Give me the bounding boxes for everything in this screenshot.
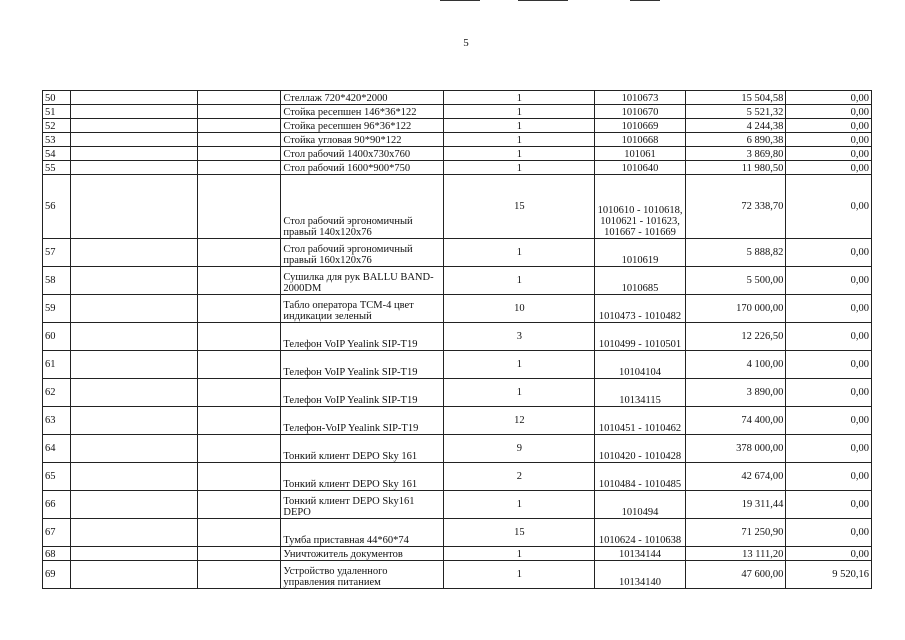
blank-cell-b	[197, 147, 281, 161]
inventory-number: 1010494	[595, 491, 686, 519]
blank-cell-b	[197, 463, 281, 491]
item-cost: 19 311,44	[685, 491, 786, 519]
blank-cell-b	[197, 91, 281, 105]
item-quantity: 15	[444, 519, 595, 547]
item-cost: 3 890,00	[685, 379, 786, 407]
inventory-number: 1010670	[595, 105, 686, 119]
item-amortization: 0,00	[786, 323, 872, 351]
item-quantity: 1	[444, 119, 595, 133]
item-name: Стеллаж 720*420*2000	[281, 91, 444, 105]
table-row	[43, 561, 872, 589]
inventory-number: 1010451 - 1010462	[595, 407, 686, 435]
item-quantity: 3	[444, 323, 595, 351]
item-cost: 378 000,00	[685, 435, 786, 463]
blank-cell-a	[71, 91, 198, 105]
row-number: 54	[43, 147, 71, 161]
item-quantity: 1	[444, 267, 595, 295]
table-row	[43, 463, 872, 491]
item-amortization: 0,00	[786, 239, 872, 267]
item-quantity: 1	[444, 379, 595, 407]
blank-cell-b	[197, 519, 281, 547]
blank-cell-b	[197, 407, 281, 435]
item-name: Тонкий клиент DEPO Sky 161	[281, 463, 444, 491]
item-amortization: 0,00	[786, 295, 872, 323]
item-name: Телефон VoIP Yealink SIP-T19	[281, 379, 444, 407]
item-amortization: 0,00	[786, 463, 872, 491]
item-amortization: 0,00	[786, 491, 872, 519]
item-amortization: 0,00	[786, 161, 872, 175]
item-cost: 6 890,38	[685, 133, 786, 147]
row-number: 52	[43, 119, 71, 133]
table-row	[43, 435, 872, 463]
row-number: 69	[43, 561, 71, 589]
item-quantity: 1	[444, 147, 595, 161]
item-quantity: 1	[444, 561, 595, 589]
table-row	[43, 267, 872, 295]
item-amortization: 0,00	[786, 519, 872, 547]
item-cost: 74 400,00	[685, 407, 786, 435]
table-row	[43, 175, 872, 239]
row-number: 58	[43, 267, 71, 295]
table-row	[43, 519, 872, 547]
blank-cell-a	[71, 435, 198, 463]
blank-cell-b	[197, 351, 281, 379]
item-amortization: 0,00	[786, 435, 872, 463]
row-number: 62	[43, 379, 71, 407]
blank-cell-a	[71, 175, 198, 239]
blank-cell-a	[71, 323, 198, 351]
row-number: 57	[43, 239, 71, 267]
item-name: Тумба приставная 44*60*74	[281, 519, 444, 547]
item-cost: 5 888,82	[685, 239, 786, 267]
item-name: Сушилка для рук BALLU BAND-2000DM	[281, 267, 444, 295]
blank-cell-a	[71, 239, 198, 267]
item-cost: 42 674,00	[685, 463, 786, 491]
row-number: 50	[43, 91, 71, 105]
blank-cell-b	[197, 323, 281, 351]
table-row	[43, 91, 872, 105]
inventory-table	[42, 90, 872, 589]
item-quantity: 15	[444, 175, 595, 239]
row-number: 61	[43, 351, 71, 379]
item-cost: 3 869,80	[685, 147, 786, 161]
item-cost: 13 111,20	[685, 547, 786, 561]
blank-cell-a	[71, 547, 198, 561]
inventory-number: 10104104	[595, 351, 686, 379]
item-name: Телефон-VoIP Yealink SIP-T19	[281, 407, 444, 435]
item-name: Стойка угловая 90*90*122	[281, 133, 444, 147]
blank-cell-a	[71, 119, 198, 133]
item-name: Тонкий клиент DEPO Sky161 DEPO	[281, 491, 444, 519]
blank-cell-a	[71, 463, 198, 491]
table-row	[43, 105, 872, 119]
table-row	[43, 407, 872, 435]
table-row	[43, 295, 872, 323]
blank-cell-a	[71, 147, 198, 161]
blank-cell-b	[197, 491, 281, 519]
row-number: 59	[43, 295, 71, 323]
item-name: Устройство удаленного управления питанием	[281, 561, 444, 589]
inventory-number: 101061	[595, 147, 686, 161]
row-number: 60	[43, 323, 71, 351]
blank-cell-a	[71, 561, 198, 589]
item-name: Стол рабочий эргономичный правый 140x120x76	[281, 175, 444, 239]
blank-cell-a	[71, 267, 198, 295]
blank-cell-b	[197, 379, 281, 407]
item-name: Тонкий клиент DEPO Sky 161	[281, 435, 444, 463]
row-number: 68	[43, 547, 71, 561]
item-amortization: 0,00	[786, 133, 872, 147]
page-number: 5	[463, 37, 469, 49]
item-cost: 5 521,32	[685, 105, 786, 119]
inventory-number: 10134115	[595, 379, 686, 407]
item-amortization: 9 520,16	[786, 561, 872, 589]
item-amortization: 0,00	[786, 119, 872, 133]
table-row	[43, 133, 872, 147]
item-cost: 15 504,58	[685, 91, 786, 105]
table-row	[43, 351, 872, 379]
inventory-number: 1010420 - 1010428	[595, 435, 686, 463]
item-cost: 72 338,70	[685, 175, 786, 239]
item-quantity: 1	[444, 161, 595, 175]
item-amortization: 0,00	[786, 267, 872, 295]
item-cost: 4 100,00	[685, 351, 786, 379]
inventory-number: 1010624 - 1010638	[595, 519, 686, 547]
inventory-number: 10134144	[595, 547, 686, 561]
blank-cell-a	[71, 161, 198, 175]
item-amortization: 0,00	[786, 379, 872, 407]
inventory-number: 1010685	[595, 267, 686, 295]
item-amortization: 0,00	[786, 547, 872, 561]
blank-cell-b	[197, 561, 281, 589]
table-row	[43, 547, 872, 561]
item-quantity: 1	[444, 239, 595, 267]
item-name: Стол рабочий 1600*900*750	[281, 161, 444, 175]
table-row	[43, 239, 872, 267]
item-cost: 11 980,50	[685, 161, 786, 175]
item-name: Уничтожитель документов	[281, 547, 444, 561]
item-quantity: 1	[444, 547, 595, 561]
blank-cell-b	[197, 105, 281, 119]
item-cost: 170 000,00	[685, 295, 786, 323]
item-quantity: 1	[444, 91, 595, 105]
blank-cell-b	[197, 239, 281, 267]
item-name: Табло оператора ТСМ-4 цвет индикации зеленый	[281, 295, 444, 323]
inventory-number: 1010610 - 1010618, 1010621 - 101623, 101667 - 101669	[595, 175, 686, 239]
item-quantity: 1	[444, 105, 595, 119]
item-amortization: 0,00	[786, 407, 872, 435]
blank-cell-b	[197, 267, 281, 295]
item-amortization: 0,00	[786, 91, 872, 105]
item-name: Стойка ресепшен 146*36*122	[281, 105, 444, 119]
inventory-number: 1010673	[595, 91, 686, 105]
inventory-number: 1010668	[595, 133, 686, 147]
blank-cell-b	[197, 161, 281, 175]
row-number: 67	[43, 519, 71, 547]
table-row	[43, 161, 872, 175]
item-quantity: 12	[444, 407, 595, 435]
table-row	[43, 119, 872, 133]
item-name: Стол рабочий эргономичный правый 160x120x76	[281, 239, 444, 267]
blank-cell-b	[197, 295, 281, 323]
blank-cell-a	[71, 491, 198, 519]
inventory-number: 1010619	[595, 239, 686, 267]
item-quantity: 9	[444, 435, 595, 463]
row-number: 51	[43, 105, 71, 119]
header-scan-fragment	[430, 0, 670, 6]
item-quantity: 1	[444, 491, 595, 519]
inventory-number: 1010499 - 1010501	[595, 323, 686, 351]
row-number: 63	[43, 407, 71, 435]
blank-cell-b	[197, 547, 281, 561]
row-number: 55	[43, 161, 71, 175]
table-row	[43, 379, 872, 407]
blank-cell-b	[197, 175, 281, 239]
blank-cell-a	[71, 295, 198, 323]
blank-cell-a	[71, 351, 198, 379]
table-row	[43, 147, 872, 161]
item-amortization: 0,00	[786, 175, 872, 239]
item-name: Телефон VoIP Yealink SIP-T19	[281, 351, 444, 379]
item-cost: 12 226,50	[685, 323, 786, 351]
item-amortization: 0,00	[786, 105, 872, 119]
item-cost: 4 244,38	[685, 119, 786, 133]
item-amortization: 0,00	[786, 351, 872, 379]
row-number: 64	[43, 435, 71, 463]
item-quantity: 1	[444, 351, 595, 379]
item-name: Стол рабочий 1400x730x760	[281, 147, 444, 161]
item-cost: 47 600,00	[685, 561, 786, 589]
item-cost: 71 250,90	[685, 519, 786, 547]
row-number: 56	[43, 175, 71, 239]
blank-cell-a	[71, 133, 198, 147]
blank-cell-b	[197, 133, 281, 147]
row-number: 53	[43, 133, 71, 147]
table-row	[43, 491, 872, 519]
table-row	[43, 323, 872, 351]
item-amortization: 0,00	[786, 147, 872, 161]
blank-cell-b	[197, 119, 281, 133]
inventory-number: 10134140	[595, 561, 686, 589]
inventory-number: 1010473 - 1010482	[595, 295, 686, 323]
item-name: Стойка ресепшен 96*36*122	[281, 119, 444, 133]
inventory-number: 1010484 - 1010485	[595, 463, 686, 491]
row-number: 65	[43, 463, 71, 491]
row-number: 66	[43, 491, 71, 519]
inventory-number: 1010640	[595, 161, 686, 175]
item-quantity: 2	[444, 463, 595, 491]
inventory-number: 1010669	[595, 119, 686, 133]
item-cost: 5 500,00	[685, 267, 786, 295]
blank-cell-a	[71, 519, 198, 547]
blank-cell-a	[71, 407, 198, 435]
item-name: Телефон VoIP Yealink SIP-T19	[281, 323, 444, 351]
blank-cell-a	[71, 105, 198, 119]
blank-cell-b	[197, 435, 281, 463]
item-quantity: 1	[444, 133, 595, 147]
blank-cell-a	[71, 379, 198, 407]
item-quantity: 10	[444, 295, 595, 323]
